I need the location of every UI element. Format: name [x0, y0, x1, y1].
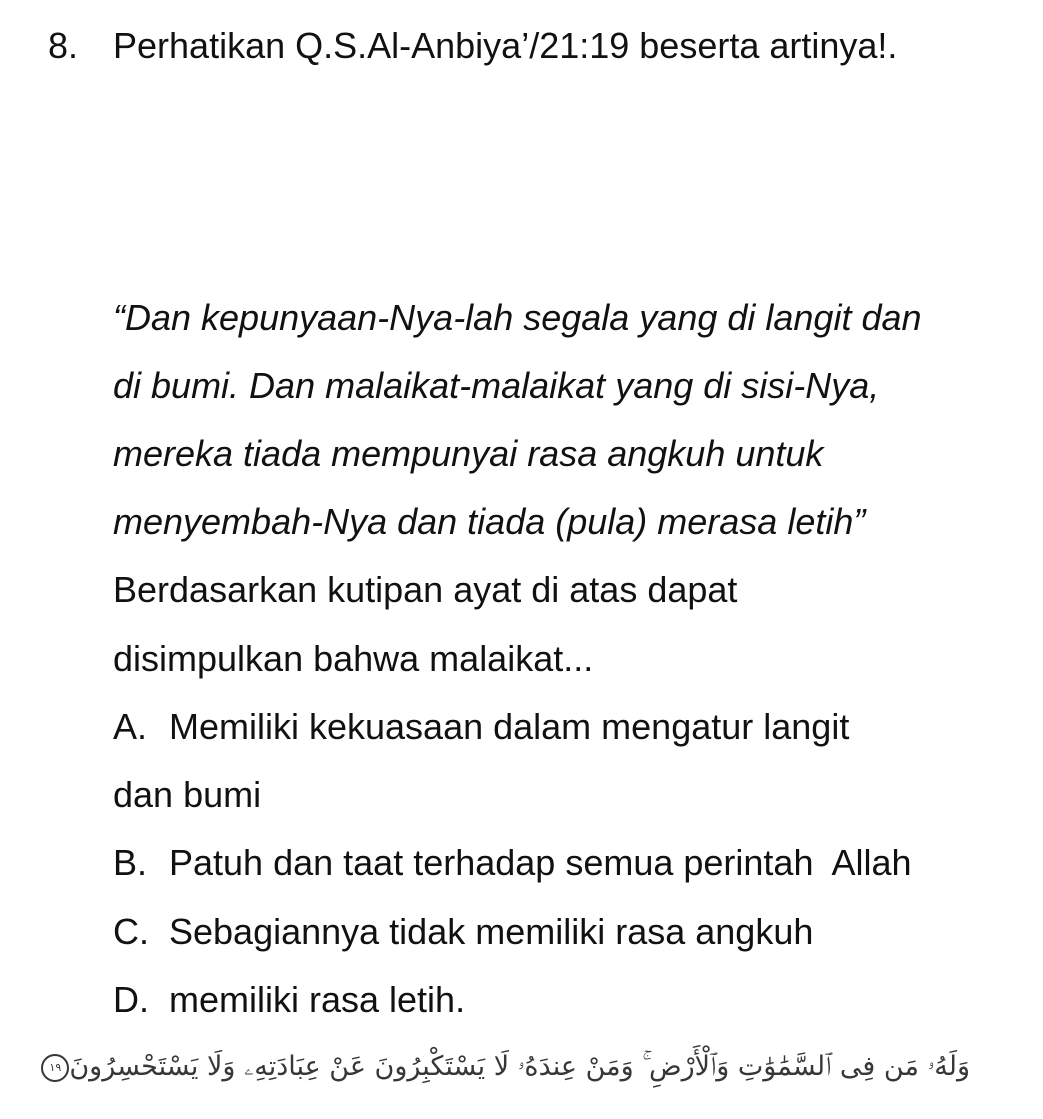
translation-line-2: di bumi. Dan malaikat-malaikat yang di sisi-Nya,	[113, 365, 880, 406]
translation-line-4: menyembah-Nya dan tiada (pula) merasa letih”	[113, 501, 866, 542]
translation-line-3: mereka tiada mempunyai rasa angkuh untuk	[113, 433, 824, 474]
option-a-continuation: dan bumi	[113, 774, 262, 815]
option-c-text: Sebagiannya tidak memiliki rasa angkuh	[169, 911, 814, 952]
option-d-letter: D.	[113, 979, 149, 1020]
arabic-verse-text: وَلَهُۥ مَن فِى ٱلسَّمَٰوَٰتِ وَٱلْأَرْضِ ۚ وَمَنْ عِندَهُۥ لَا يَسْتَكْبِرُونَ عَنْ عِبَادَتِهِۦ وَلَا يَسْتَحْسِرُونَ	[69, 1051, 970, 1082]
option-a-text: Memiliki kekuasaan dalam mengatur langit	[169, 706, 850, 747]
option-a-letter: A.	[113, 706, 148, 747]
instruction-line-1: Berdasarkan kutipan ayat di atas dapat	[113, 569, 738, 610]
option-a[interactable]	[113, 705, 849, 749]
translation-line-1: “Dan kepunyaan-Nya-lah segala yang di langit dan	[113, 297, 922, 338]
question-number: 8.	[48, 25, 79, 66]
instruction-line-2: disimpulkan bahwa malaikat...	[113, 638, 594, 679]
verse-number-marker: ١٩	[41, 1054, 69, 1082]
option-c[interactable]	[113, 910, 813, 954]
option-b-letter: B.	[113, 842, 148, 883]
arabic-verse	[30, 1045, 970, 1089]
option-c-letter: C.	[113, 911, 149, 952]
option-b[interactable]	[113, 841, 912, 885]
option-b-text: Patuh dan taat terhadap semua perintah Allah	[169, 842, 912, 883]
option-d-text: memiliki rasa letih.	[169, 979, 466, 1020]
question-prompt: Perhatikan Q.S.Al-Anbiya’/21:19 beserta artinya!.	[113, 25, 898, 66]
option-d[interactable]	[113, 978, 465, 1022]
